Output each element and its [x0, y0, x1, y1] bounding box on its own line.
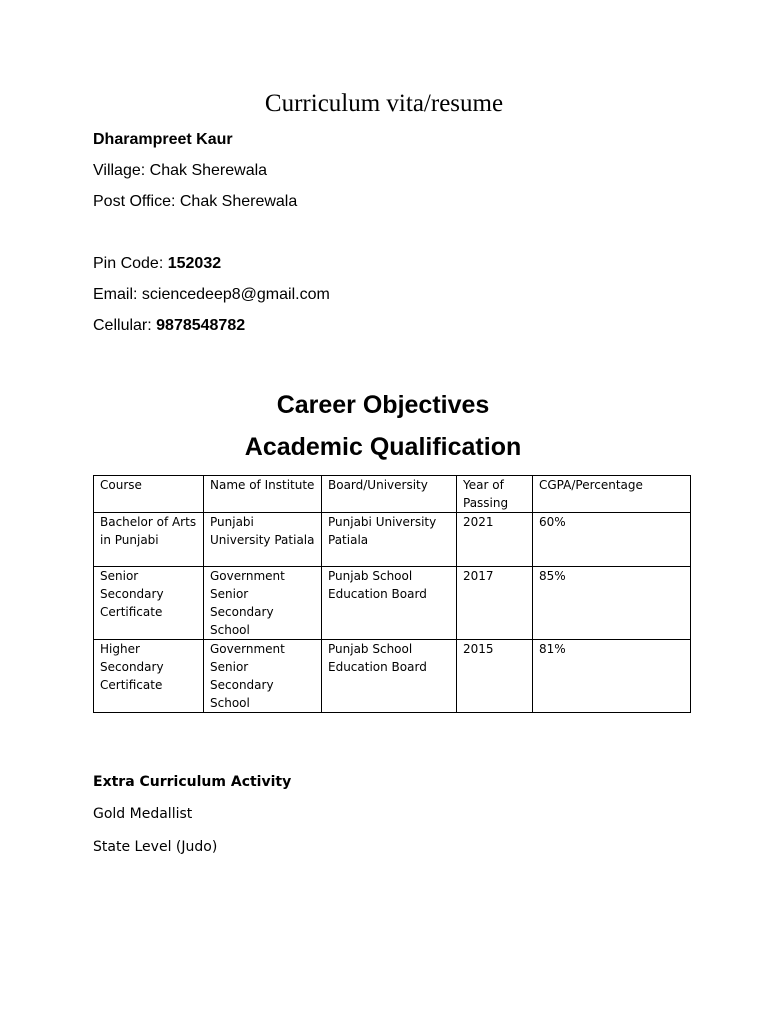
- village-line: [93, 161, 267, 181]
- cell-cgpa: 85%: [533, 567, 691, 640]
- cell-year: 2021: [457, 513, 533, 567]
- cell-board: Punjab School Education Board: [322, 640, 457, 713]
- table-header-row: [94, 476, 691, 513]
- email-line: [93, 285, 330, 305]
- table-row: [94, 640, 691, 713]
- pin-code-label: Pin Code:: [93, 255, 164, 272]
- table-row: [94, 513, 691, 567]
- post-office-value: Chak Sherewala: [179, 193, 298, 210]
- cell-year: 2017: [457, 567, 533, 640]
- cell-board: Punjabi University Patiala: [322, 513, 457, 567]
- post-office-label: Post Office:: [93, 193, 176, 210]
- pin-code-value: 152032: [167, 255, 222, 272]
- qualification-table: [93, 475, 691, 713]
- header-year: Year of Passing: [457, 476, 533, 513]
- extra-curriculum-heading: Extra Curriculum Activity: [93, 774, 292, 790]
- cell-year: 2015: [457, 640, 533, 713]
- header-board: Board/University: [322, 476, 457, 513]
- cellular-value: 9878548782: [156, 317, 246, 334]
- candidate-name: Dharampreet Kaur: [93, 131, 233, 148]
- email-value: sciencedeep8@gmail.com: [141, 286, 330, 303]
- cell-cgpa: 60%: [533, 513, 691, 567]
- cell-institute: Government Senior Secondary School: [204, 640, 322, 713]
- header-course: Course: [94, 476, 204, 513]
- cellular-line: [93, 316, 245, 336]
- academic-qualification-heading: Academic Qualification: [244, 433, 522, 461]
- cell-cgpa: 81%: [533, 640, 691, 713]
- career-objectives-heading: Career Objectives: [276, 391, 490, 419]
- activity-item: State Level (Judo): [93, 839, 218, 855]
- post-office-line: [93, 192, 297, 212]
- village-label: Village:: [93, 162, 146, 179]
- activity-item: Gold Medallist: [93, 806, 193, 822]
- table-row: [94, 567, 691, 640]
- cell-board: Punjab School Education Board: [322, 567, 457, 640]
- email-label: Email:: [93, 286, 138, 303]
- cell-course: Bachelor of Arts in Punjabi: [94, 513, 204, 567]
- cell-institute: Punjabi University Patiala: [204, 513, 322, 567]
- header-cgpa: CGPA/Percentage: [533, 476, 691, 513]
- cellular-label: Cellular:: [93, 317, 152, 334]
- pin-code-line: [93, 254, 221, 274]
- cell-institute: Government Senior Secondary School: [204, 567, 322, 640]
- header-institute: Name of Institute: [204, 476, 322, 513]
- document-title: Curriculum vita/resume: [264, 90, 504, 117]
- village-value: Chak Sherewala: [149, 162, 268, 179]
- cell-course: Senior Secondary Certificate: [94, 567, 204, 640]
- cell-course: Higher Secondary Certificate: [94, 640, 204, 713]
